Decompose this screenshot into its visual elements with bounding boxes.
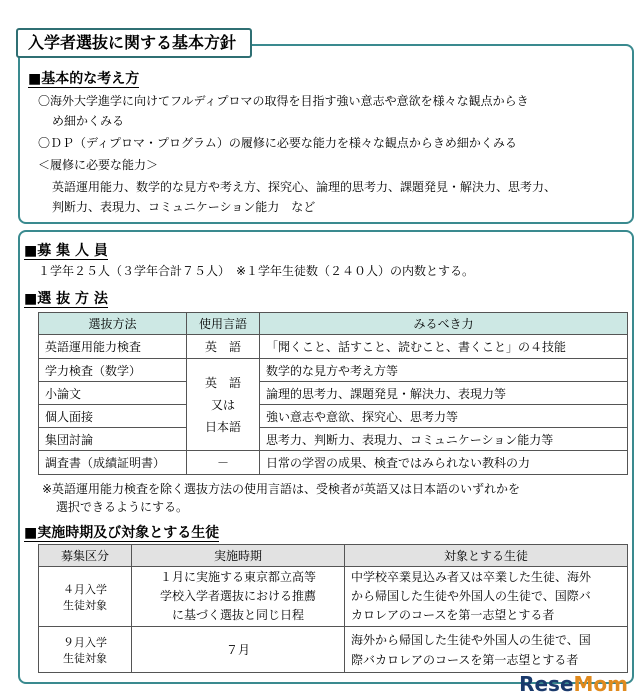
merged-lang-line: 日本語	[204, 419, 241, 434]
page-title: 入学者選抜に関する基本方針	[16, 28, 252, 58]
target-line: カロレアのコースを第一志望とする者	[351, 608, 555, 622]
selection-header-ability: みるべき力	[260, 313, 628, 335]
target-line: 海外から帰国した生徒や外国人の生徒で、国	[351, 632, 591, 647]
selection-ability: 思考力、判断力、表現力、コミュニケーション能力等	[260, 428, 628, 451]
logo-text-b: Mom	[573, 672, 628, 696]
selection-heading: ■選 抜 方 法	[24, 291, 108, 307]
schedule-header-timing: 実施時期	[132, 545, 345, 567]
table-row	[39, 405, 628, 428]
basic-line-3: ＜履修に必要な能力＞	[38, 158, 159, 172]
timing-line: 学校入学者選抜における推薦	[159, 589, 316, 603]
basic-line-2: 〇ＤＰ（ディプロマ・プログラム）の履修に必要な能力を様々な観点からきめ細かくみる	[38, 136, 517, 150]
target-line: 中学校卒業見込み者又は卒業した生徒、海外	[351, 570, 592, 584]
merged-lang-line: 又は	[210, 397, 235, 412]
table-row	[39, 359, 628, 382]
selection-method: 個人面接	[39, 405, 187, 428]
selection-note-2: 選択できるようにする。	[56, 500, 189, 514]
merged-lang-line: 英 語	[204, 375, 241, 390]
recruit-heading: ■募 集 人 員	[24, 243, 108, 259]
selection-ability: 数学的な見方や考え方等	[260, 359, 628, 382]
target-line: 際バカロレアのコースを第一志望とする者	[351, 652, 579, 667]
selection-note-1: ※英語運用能力検査を除く選抜方法の使用言語は、受検者が英語又は日本語のいずれかを	[42, 482, 521, 496]
basic-line-1a: 〇海外大学進学に向けてフルディプロマの取得を目指す強い意志や意欲を様々な観点からき	[38, 94, 529, 108]
schedule-timing	[132, 567, 345, 627]
schedule-header-category: 募集区分	[39, 545, 132, 567]
table-row	[39, 451, 628, 475]
selection-method: 学力検査（数学）	[39, 359, 187, 382]
target-line: から帰国した生徒や外国人の生徒で、国際バ	[351, 589, 591, 603]
table-row	[39, 428, 628, 451]
selection-ability: 日常の学習の成果、検査ではみられない教科の力	[260, 451, 628, 475]
selection-header-lang: 使用言語	[187, 313, 260, 335]
category-line: 生徒対象	[63, 598, 107, 612]
basic-line-5: 判断力、表現力、コミュニケーション能力 など	[52, 200, 316, 214]
recruit-text: １学年２５人（３学年合計７５人） ※１学年生徒数（２４０人）の内数とする。	[38, 264, 475, 278]
schedule-target	[345, 627, 628, 673]
schedule-header-target: 対象とする生徒	[345, 545, 628, 567]
selection-lang: －	[187, 451, 260, 475]
schedule-timing	[132, 627, 345, 673]
selection-header-method: 選抜方法	[39, 313, 187, 335]
table-row	[39, 382, 628, 405]
resemom-logo	[519, 672, 628, 696]
category-line: 生徒対象	[63, 651, 107, 665]
details-panel	[18, 230, 634, 684]
logo-text-a: Rese	[519, 672, 574, 696]
schedule-category	[39, 627, 132, 673]
selection-ability: 強い意志や意欲、探究心、思考力等	[260, 405, 628, 428]
schedule-target	[345, 567, 628, 627]
category-line: ９月入学	[63, 635, 107, 649]
schedule-heading: ■実施時期及び対象とする生徒	[24, 525, 220, 541]
selection-method: 小論文	[39, 382, 187, 405]
selection-method: 調査書（成績証明書）	[39, 451, 187, 475]
selection-table	[38, 312, 628, 475]
selection-ability: 論理的思考力、課題発見・解決力、表現力等	[260, 382, 628, 405]
basic-line-4: 英語運用能力、数学的な見方や考え方、探究心、論理的思考力、課題発見・解決力、思考力、	[52, 180, 557, 194]
schedule-category	[39, 567, 132, 627]
selection-lang-merged	[187, 359, 260, 451]
timing-line: ７月	[225, 643, 250, 657]
table-row	[39, 335, 628, 359]
table-row	[39, 627, 628, 673]
timing-line: に基づく選抜と同じ日程	[171, 608, 304, 622]
selection-lang: 英 語	[187, 335, 260, 359]
schedule-table	[38, 544, 628, 673]
selection-method: 集団討論	[39, 428, 187, 451]
table-row	[39, 567, 628, 627]
selection-ability: 「聞くこと、話すこと、読むこと、書くこと」の４技能	[260, 335, 628, 359]
category-line: ４月入学	[63, 582, 107, 596]
basic-policy-panel	[18, 44, 634, 224]
selection-method: 英語運用能力検査	[39, 335, 187, 359]
basic-heading: ■基本的な考え方	[28, 71, 140, 87]
timing-line: １月に実施する東京都立高等	[159, 570, 316, 584]
basic-line-1b: め細かくみる	[52, 114, 125, 128]
